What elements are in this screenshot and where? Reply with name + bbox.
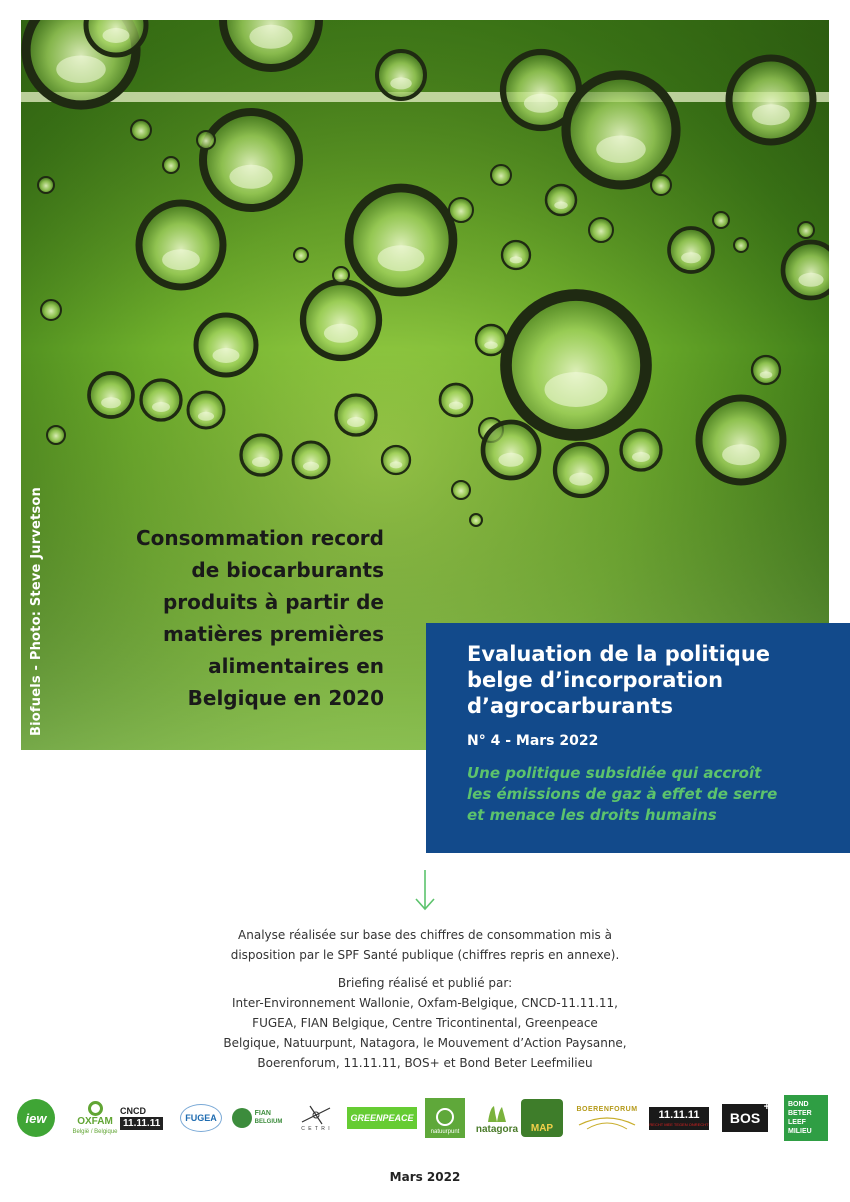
document-title bbox=[467, 641, 830, 719]
natagora-logo-text: natagora bbox=[475, 1123, 519, 1135]
fian-logo-sub: BELGIUM bbox=[254, 1119, 283, 1125]
bubble-highlight bbox=[569, 473, 592, 486]
bubble bbox=[476, 325, 506, 355]
briefing-line: Belgique, Natuurpunt, Natagora, le Mouvement d’Action Paysanne, bbox=[223, 1036, 627, 1050]
cncd-logo bbox=[120, 1094, 172, 1142]
bubble-highlight bbox=[596, 136, 646, 164]
fian-icon bbox=[232, 1108, 252, 1128]
bubble-highlight bbox=[198, 412, 214, 421]
bubble-highlight bbox=[484, 342, 498, 350]
bubble bbox=[449, 198, 473, 222]
bubble bbox=[349, 188, 453, 292]
bubble-highlight bbox=[324, 324, 358, 343]
headline-line: Belgique en 2020 bbox=[187, 686, 384, 710]
bubble-highlight bbox=[760, 371, 773, 378]
bubble bbox=[382, 446, 410, 474]
bubble bbox=[47, 426, 65, 444]
greenpeace-logo-text: GREENPEACE bbox=[350, 1113, 414, 1123]
bubble bbox=[188, 392, 224, 428]
bubble-highlight bbox=[545, 372, 608, 407]
bubble bbox=[293, 442, 329, 478]
bubble bbox=[241, 435, 281, 475]
analysis-line: disposition par le SPF Santé publique (chiffres repris en annexe). bbox=[230, 948, 620, 962]
headline-line: Consommation record bbox=[135, 526, 384, 550]
bubble bbox=[566, 75, 676, 185]
briefing-line: Briefing réalisé et publié par: bbox=[337, 976, 513, 990]
bubble bbox=[294, 248, 308, 262]
bubble bbox=[203, 112, 299, 208]
natagora-icon bbox=[484, 1102, 510, 1124]
cncd-logo-box: 11.11.11 bbox=[120, 1117, 163, 1130]
bubble bbox=[440, 384, 472, 416]
bos-logo bbox=[716, 1094, 774, 1142]
headline-line: matières premières bbox=[163, 622, 384, 646]
subtitle-line: et menace les droits humains bbox=[467, 806, 717, 824]
bubble-highlight bbox=[390, 461, 403, 468]
bubble-highlight bbox=[249, 25, 292, 49]
bubble bbox=[470, 514, 482, 526]
bubble-highlight bbox=[798, 273, 823, 287]
bubble-highlight bbox=[449, 402, 463, 410]
bbl-logo-text: LEEF bbox=[788, 1119, 806, 1126]
elevens-logo-text: 11.11.11 bbox=[658, 1108, 700, 1121]
bubble bbox=[41, 300, 61, 320]
bubble-highlight bbox=[152, 402, 170, 412]
title-line: d’agrocarburants bbox=[467, 694, 673, 718]
bubble-highlight bbox=[213, 348, 240, 363]
fugea-logo-text: FUGEA bbox=[185, 1113, 217, 1123]
bubble-highlight bbox=[554, 202, 568, 210]
bubble bbox=[621, 430, 661, 470]
bubble bbox=[163, 157, 179, 173]
bubble bbox=[483, 422, 539, 478]
arrow-down-icon bbox=[414, 868, 436, 912]
iew-logo-text: iew bbox=[25, 1110, 47, 1126]
headline-line: produits à partir de bbox=[162, 590, 384, 614]
bubble-highlight bbox=[752, 104, 790, 125]
bubble-highlight bbox=[162, 249, 200, 270]
boerenforum-icon bbox=[577, 1113, 637, 1131]
issue-number: N° 4 - Mars 2022 bbox=[467, 733, 599, 749]
cncd-logo-text: CNCD bbox=[120, 1106, 146, 1116]
bubble bbox=[734, 238, 748, 252]
bubble bbox=[303, 282, 379, 358]
bubble-highlight bbox=[498, 453, 523, 467]
bubble-highlight bbox=[510, 256, 523, 263]
bbl-logo-text: BETER bbox=[788, 1110, 812, 1117]
bubble bbox=[729, 58, 813, 142]
bubble bbox=[669, 228, 713, 272]
bos-logo-plus: + bbox=[763, 1101, 770, 1113]
bubble-highlight bbox=[722, 444, 760, 465]
partner-logos bbox=[16, 1094, 834, 1142]
map-logo bbox=[520, 1094, 564, 1142]
bubble bbox=[589, 218, 613, 242]
oxfam-icon bbox=[88, 1101, 103, 1116]
bubble bbox=[713, 212, 729, 228]
headline-line: alimentaires en bbox=[208, 654, 384, 678]
boerenforum-logo-text: BOERENFORUM bbox=[576, 1105, 638, 1113]
bubble-highlight bbox=[56, 56, 106, 84]
title-line: belge d’incorporation bbox=[467, 668, 724, 692]
bubble-highlight bbox=[303, 462, 319, 471]
fugea-logo bbox=[178, 1094, 224, 1142]
bubble bbox=[89, 373, 133, 417]
bubble bbox=[333, 267, 349, 283]
natagora-logo bbox=[472, 1094, 522, 1142]
greenpeace-logo bbox=[346, 1094, 418, 1142]
headline bbox=[100, 522, 384, 714]
natuurpunt-logo-text: natuurpunt bbox=[430, 1129, 460, 1135]
bubble bbox=[699, 398, 783, 482]
bubble-highlight bbox=[632, 452, 650, 462]
map-logo-text: MAP bbox=[530, 1123, 554, 1134]
elevens-logo bbox=[648, 1094, 710, 1142]
footer-date: Mars 2022 bbox=[389, 1170, 461, 1184]
bubble bbox=[502, 241, 530, 269]
natuurpunt-logo bbox=[424, 1094, 466, 1142]
boerenforum-logo bbox=[572, 1094, 642, 1142]
cetri-icon bbox=[298, 1104, 334, 1126]
bubble bbox=[377, 51, 425, 99]
analysis-line: Analyse réalisée sur base des chiffres de consommation mis à bbox=[238, 928, 612, 942]
natuurpunt-icon bbox=[436, 1108, 454, 1126]
bbl-logo-text: BOND bbox=[788, 1101, 809, 1108]
bubble-highlight bbox=[347, 417, 365, 427]
bubble bbox=[783, 242, 829, 298]
oxfam-logo bbox=[72, 1094, 118, 1142]
elevens-logo-sub: RECHT MEE TEGEN ONRECHT bbox=[649, 1121, 709, 1127]
bubble bbox=[139, 203, 223, 287]
bubble bbox=[491, 165, 511, 185]
headline-line: de biocarburants bbox=[191, 558, 384, 582]
bubble-highlight bbox=[378, 245, 425, 271]
briefing-line: Boerenforum, 11.11.11, BOS+ et Bond Beter Leefmilieu bbox=[257, 1056, 593, 1070]
bubble bbox=[38, 177, 54, 193]
subtitle-line: Une politique subsidiée qui accroît bbox=[467, 764, 762, 782]
bubble-highlight bbox=[252, 457, 270, 467]
bubble bbox=[336, 395, 376, 435]
cetri-logo-text: C E T R I bbox=[301, 1126, 331, 1132]
bubble-highlight bbox=[681, 252, 701, 263]
subtitle bbox=[467, 763, 830, 826]
briefing-line: Inter-Environnement Wallonie, Oxfam-Belgique, CNCD-11.11.11, bbox=[232, 996, 618, 1010]
bubble bbox=[752, 356, 780, 384]
briefing-line: FUGEA, FIAN Belgique, Centre Tricontinental, Greenpeace bbox=[252, 1016, 598, 1030]
bubble-highlight bbox=[524, 94, 558, 113]
cetri-logo bbox=[290, 1094, 342, 1142]
bubble bbox=[131, 120, 151, 140]
bubble-highlight bbox=[229, 165, 272, 189]
bubble bbox=[798, 222, 814, 238]
bubble-highlight bbox=[103, 28, 130, 43]
bubble bbox=[196, 315, 256, 375]
bubble bbox=[555, 444, 607, 496]
bubble bbox=[197, 131, 215, 149]
bubble bbox=[546, 185, 576, 215]
photo-credit: Biofuels - Photo: Steve Jurvetson bbox=[29, 487, 44, 736]
iew-logo bbox=[16, 1094, 56, 1142]
title-line: Evaluation de la politique bbox=[467, 642, 771, 666]
bubble bbox=[506, 295, 646, 435]
bubble-highlight bbox=[390, 77, 412, 89]
fian-logo bbox=[228, 1094, 286, 1142]
fian-logo-text: FIAN bbox=[254, 1110, 271, 1117]
bubble bbox=[141, 380, 181, 420]
bubble bbox=[651, 175, 671, 195]
subtitle-line: les émissions de gaz à effet de serre bbox=[467, 785, 778, 803]
oxfam-logo-text: OXFAM bbox=[77, 1115, 113, 1127]
analysis-text bbox=[180, 925, 670, 1073]
bbl-logo bbox=[782, 1094, 830, 1142]
oxfam-logo-sub: België / Belgique bbox=[72, 1128, 118, 1135]
bos-logo-text: BOS bbox=[729, 1110, 761, 1126]
bbl-logo-text: MILIEU bbox=[788, 1128, 812, 1135]
bubble-highlight bbox=[101, 397, 121, 408]
bubble bbox=[452, 481, 470, 499]
title-box bbox=[426, 623, 850, 853]
